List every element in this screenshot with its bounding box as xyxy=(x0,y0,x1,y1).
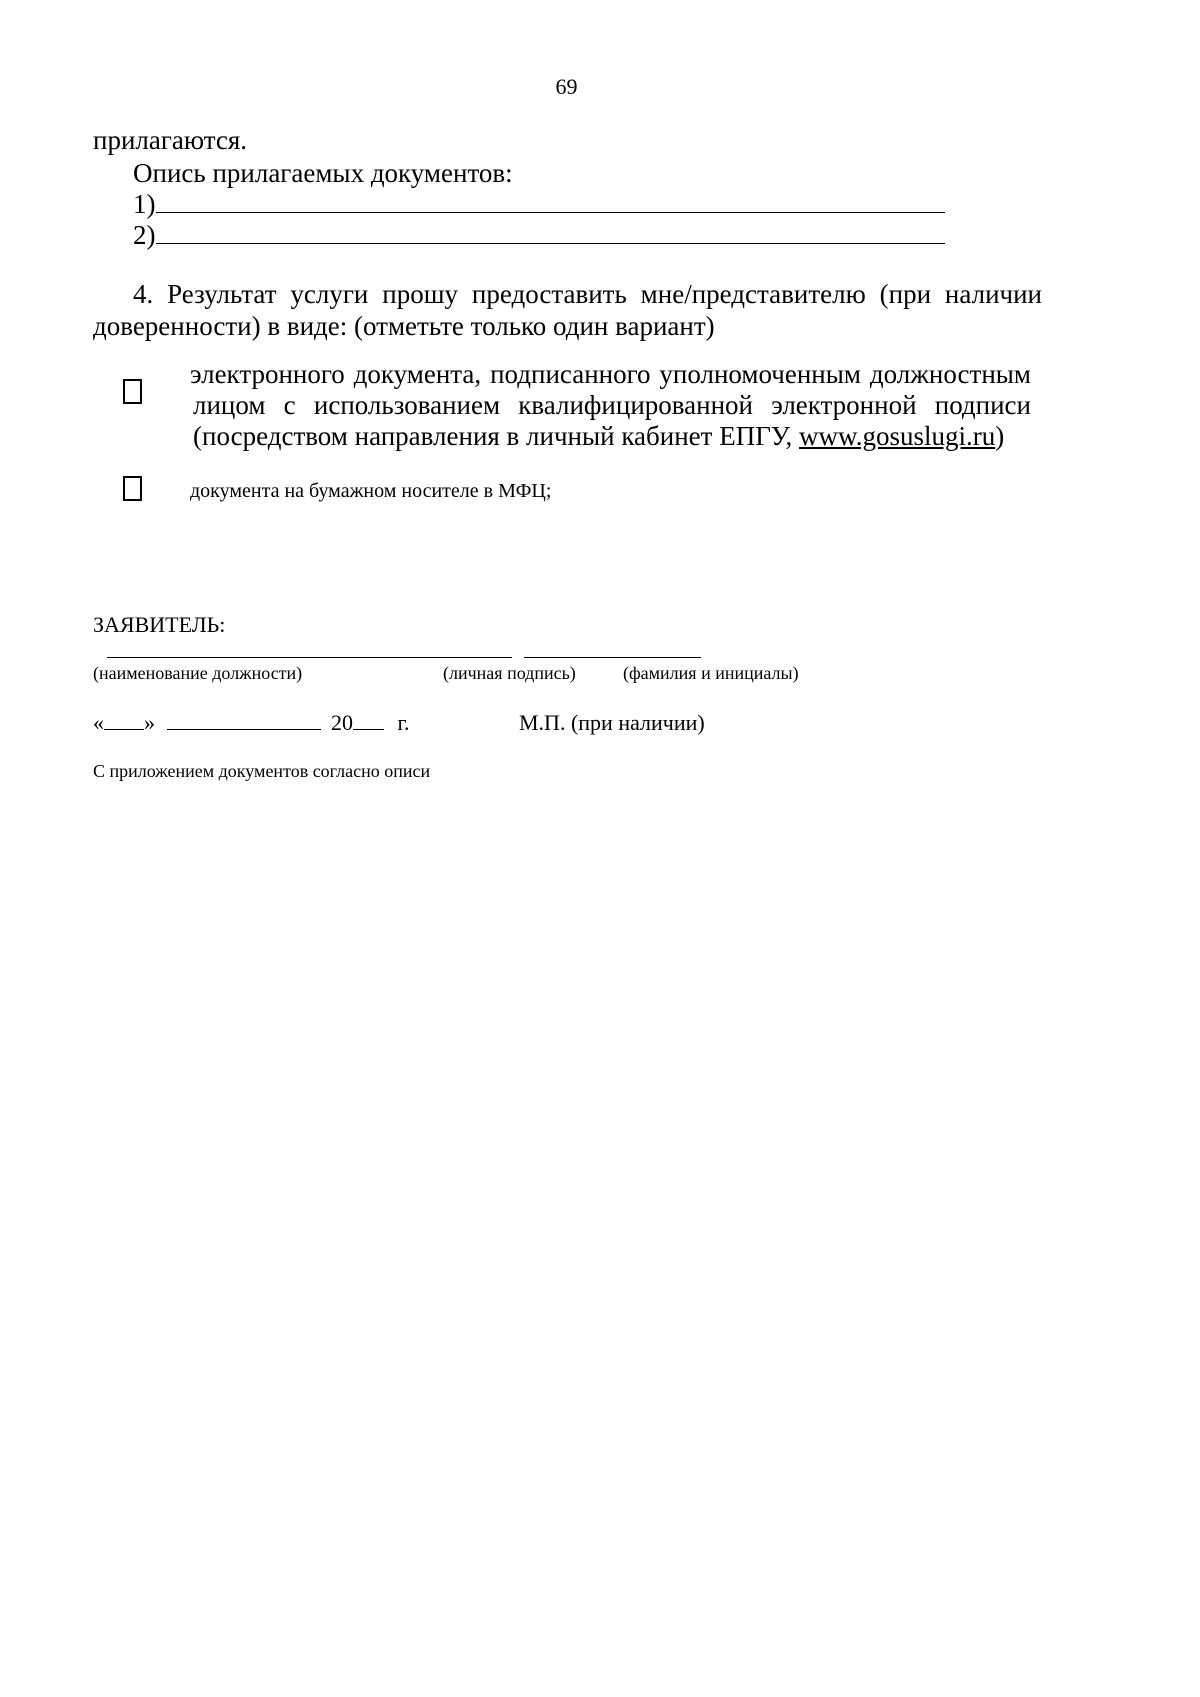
option-electronic-line1: электронного документа, подписанного уполномоченным должностным xyxy=(190,359,1031,389)
option-electronic-checkbox[interactable] xyxy=(123,379,142,404)
option-electronic-line3 xyxy=(193,420,1004,453)
position-signature-line[interactable] xyxy=(107,657,512,658)
year-prefix: 20 xyxy=(331,710,353,735)
inventory-item-number: 2) xyxy=(133,220,156,250)
inventory-item-2-blank[interactable] xyxy=(156,219,945,244)
option-electronic-line2: лицом с использованием квалифицированной электронной подписи xyxy=(193,390,1031,420)
inventory-item-1-blank[interactable] xyxy=(156,188,945,213)
option-paper-label: документа на бумажном носителе в МФЦ; xyxy=(190,480,552,502)
name-signature-line[interactable] xyxy=(524,657,701,658)
position-caption: (наименование должности) xyxy=(93,663,303,683)
date-close-quote: » xyxy=(144,710,155,735)
option-paper-checkbox[interactable] xyxy=(123,476,142,501)
option-electronic-line3-text: (посредством направления в личный кабинет ЕПГУ, xyxy=(193,421,800,451)
inventory-item-2 xyxy=(133,219,945,252)
inventory-heading: Опись прилагаемых документов: xyxy=(133,158,513,188)
option-electronic-line3-end: ) xyxy=(995,421,1005,451)
applicant-label: ЗАЯВИТЕЛЬ: xyxy=(93,612,226,637)
page-number: 69 xyxy=(555,74,578,99)
month-blank[interactable] xyxy=(167,711,321,730)
inventory-item-1 xyxy=(133,188,945,221)
day-blank[interactable] xyxy=(104,711,144,730)
gosuslugi-link[interactable]: www.gosuslugi.ru xyxy=(799,421,996,451)
date-field xyxy=(93,710,410,736)
inventory-item-number: 1) xyxy=(133,189,156,219)
date-open-quote: « xyxy=(93,710,104,735)
year-blank[interactable] xyxy=(353,711,384,730)
section4-line1: 4. Результат услуги прошу предоставить мне/представителю (при наличии xyxy=(133,279,1042,309)
stamp-label: М.П. (при наличии) xyxy=(519,710,705,735)
section4-line2: доверенности) в виде: (отметьте только один вариант) xyxy=(93,311,715,341)
attachments-note: С приложением документов согласно описи xyxy=(93,761,431,781)
year-suffix: г. xyxy=(397,710,410,735)
continuation-text: прилагаются. xyxy=(93,125,248,155)
name-caption: (фамилия и инициалы) xyxy=(623,663,799,683)
signature-caption: (личная подпись) xyxy=(443,663,576,683)
